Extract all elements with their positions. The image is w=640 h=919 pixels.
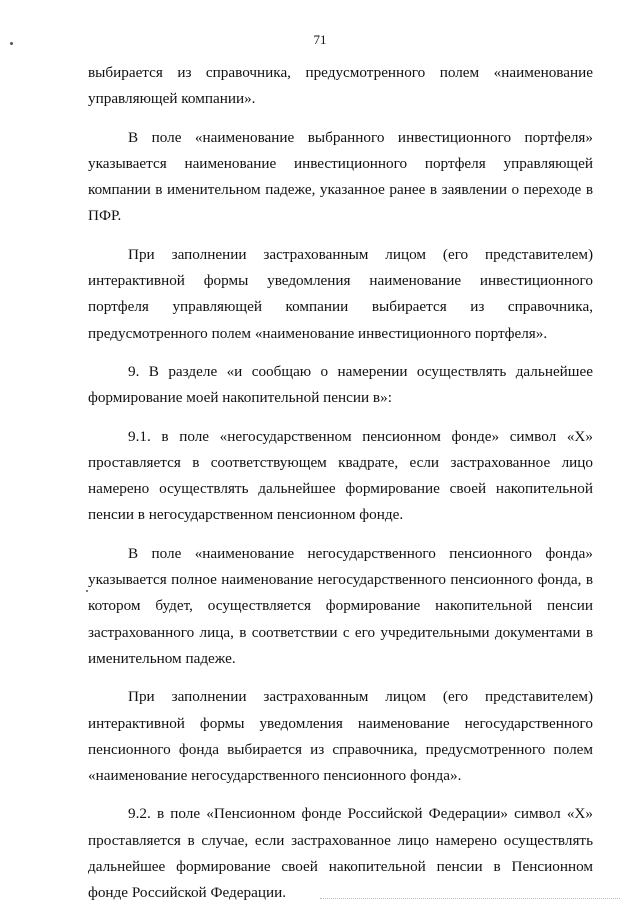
paragraph: При заполнении застрахованным лицом (его представителем) интерактивной формы уведомления наименование инвестиционного портфеля управляющей компании выбирается из справочника, предусмотренного полем «наименование инвестиционного портфеля». [88,245,593,342]
paragraph: 9.2. в поле «Пенсионном фонде Российской Федерации» символ «X» проставляется в случае, если застрахованное лицо намерено осуществлять дальнейшее формирование своей накопительной пенсии в Пенсионном фонде Российской Федерации. [88,805,593,902]
paragraph: выбирается из справочника, предусмотренного полем «наименование управляющей компании». [88,64,593,108]
paragraph: 9. В разделе «и сообщаю о намерении осуществлять дальнейшее формирование моей накопительной пенсии в»: [88,362,593,407]
bottom-edge-rule [320,898,620,899]
paragraph: В поле «наименование выбранного инвестиционного портфеля» указывается наименование инвестиционного портфеля управляющей компании в именительном падеже, указанное ранее в заявлении о переходе в ПФР. [88,128,593,225]
page-number: 71 [313,32,327,47]
paragraph: В поле «наименование негосударственного пенсионного фонда» указывается полное наименование негосударственного пенсионного фонда, в котором будет, осуществляется формирование накопительной пенсии застрахованного лица, в соответствии с его учредительными документами в именительном падеже. [88,544,593,667]
document-body [88,60,593,919]
paragraph: При заполнении застрахованным лицом (его представителем) интерактивной формы уведомления наименование негосударственного пенсионного фонда выбирается из справочника, предусмотренного полем «наименование негосударственного пенсионного фонда». [88,688,593,785]
scan-speck [10,42,13,45]
paragraph: 9.1. в поле «негосударственном пенсионном фонде» символ «X» проставляется в соответствующем квадрате, если застрахованное лицо намерено осуществлять дальнейшее формирование своей накопительной пенсии в негосударственном пенсионном фонде. [88,427,593,524]
